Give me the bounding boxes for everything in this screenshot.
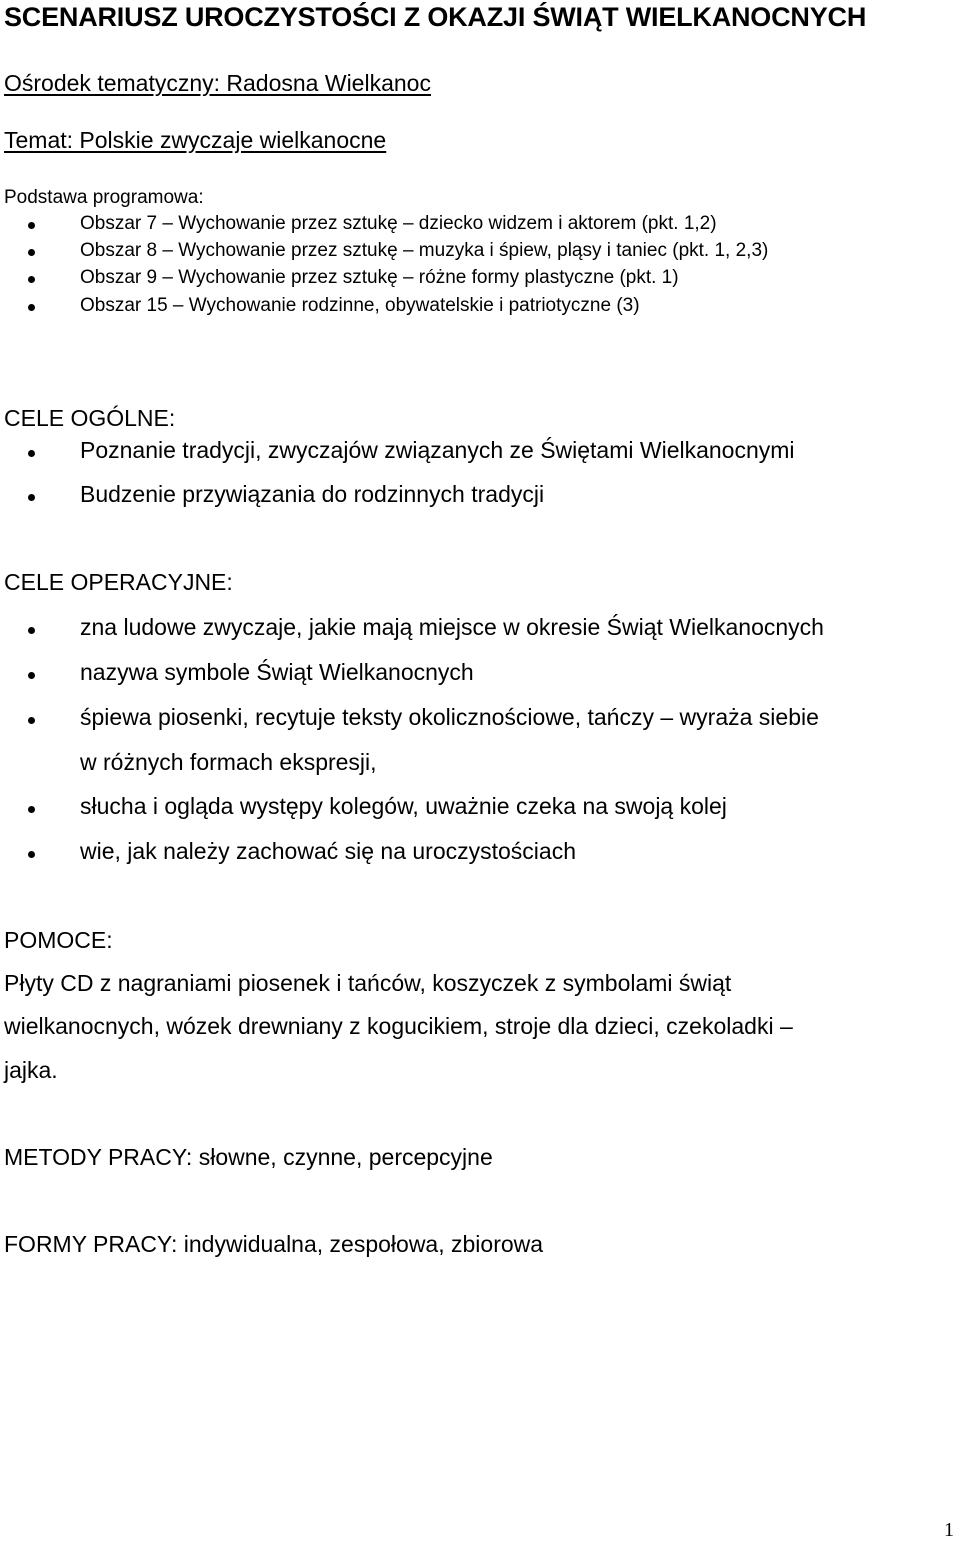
bullet-icon [28,249,35,256]
operational-goal-item: zna ludowe zwyczaje, jakie mają miejsce w okresie Świąt Wielkanocnych [80,614,824,640]
bullet-icon [28,851,35,858]
curriculum-item: Obszar 15 – Wychowanie rodzinne, obywatelskie i patriotyczne (3) [80,295,640,316]
operational-goal-item: nazywa symbole Świąt Wielkanocnych [80,659,474,685]
operational-goals-heading: CELE OPERACYJNE: [4,569,233,595]
aids-heading: POMOCE: [4,927,113,953]
bullet-icon [28,494,35,501]
document-title: SCENARIUSZ UROCZYSTOŚCI Z OKAZJI ŚWIĄT WIELKANOCNYCH [4,2,867,32]
operational-goal-item-continued: w różnych formach ekspresji, [80,749,377,775]
operational-goal-item: śpiewa piosenki, recytuje teksty okolicznościowe, tańczy – wyraża siebie [80,704,819,730]
aids-text-line: Płyty CD z nagraniami piosenek i tańców, koszyczek z symbolami świąt [4,970,732,996]
aids-text-line: wielkanocnych, wózek drewniany z kogucikiem, stroje dla dzieci, czekoladki – [4,1013,793,1039]
page-number: 1 [944,1519,954,1541]
curriculum-heading: Podstawa programowa: [4,187,204,208]
bullet-icon [28,304,35,311]
bullet-icon [28,717,35,724]
bullet-icon [28,222,35,229]
curriculum-item: Obszar 7 – Wychowanie przez sztukę – dziecko widzem i aktorem (pkt. 1,2) [80,213,717,234]
curriculum-item: Obszar 9 – Wychowanie przez sztukę – różne formy plastyczne (pkt. 1) [80,267,679,288]
curriculum-item: Obszar 8 – Wychowanie przez sztukę – muzyka i śpiew, pląsy i taniec (pkt. 1, 2,3) [80,240,769,261]
bullet-icon [28,450,35,457]
forms-label: FORMY PRACY: [4,1231,178,1257]
bullet-icon [28,276,35,283]
topic: Temat: Polskie zwyczaje wielkanocne [4,127,387,153]
bullet-icon [28,672,35,679]
thematic-center: Ośrodek tematyczny: Radosna Wielkanoc [4,70,431,96]
forms-line [4,1231,543,1258]
methods-value: słowne, czynne, percepcyjne [192,1144,493,1170]
operational-goal-item: słucha i ogląda występy kolegów, uważnie czeka na swoją kolej [80,793,727,819]
methods-line [4,1144,493,1171]
bullet-icon [28,806,35,813]
forms-value: indywidualna, zespołowa, zbiorowa [177,1231,544,1257]
bullet-icon [28,627,35,634]
general-goals-heading: CELE OGÓLNE: [4,405,176,431]
general-goal-item: Poznanie tradycji, zwyczajów związanych ze Świętami Wielkanocnymi [80,437,795,463]
operational-goal-item: wie, jak należy zachować się na uroczystościach [80,838,577,864]
methods-label: METODY PRACY: [4,1144,193,1170]
general-goal-item: Budzenie przywiązania do rodzinnych tradycji [80,481,545,507]
aids-text-line: jajka. [4,1057,58,1083]
